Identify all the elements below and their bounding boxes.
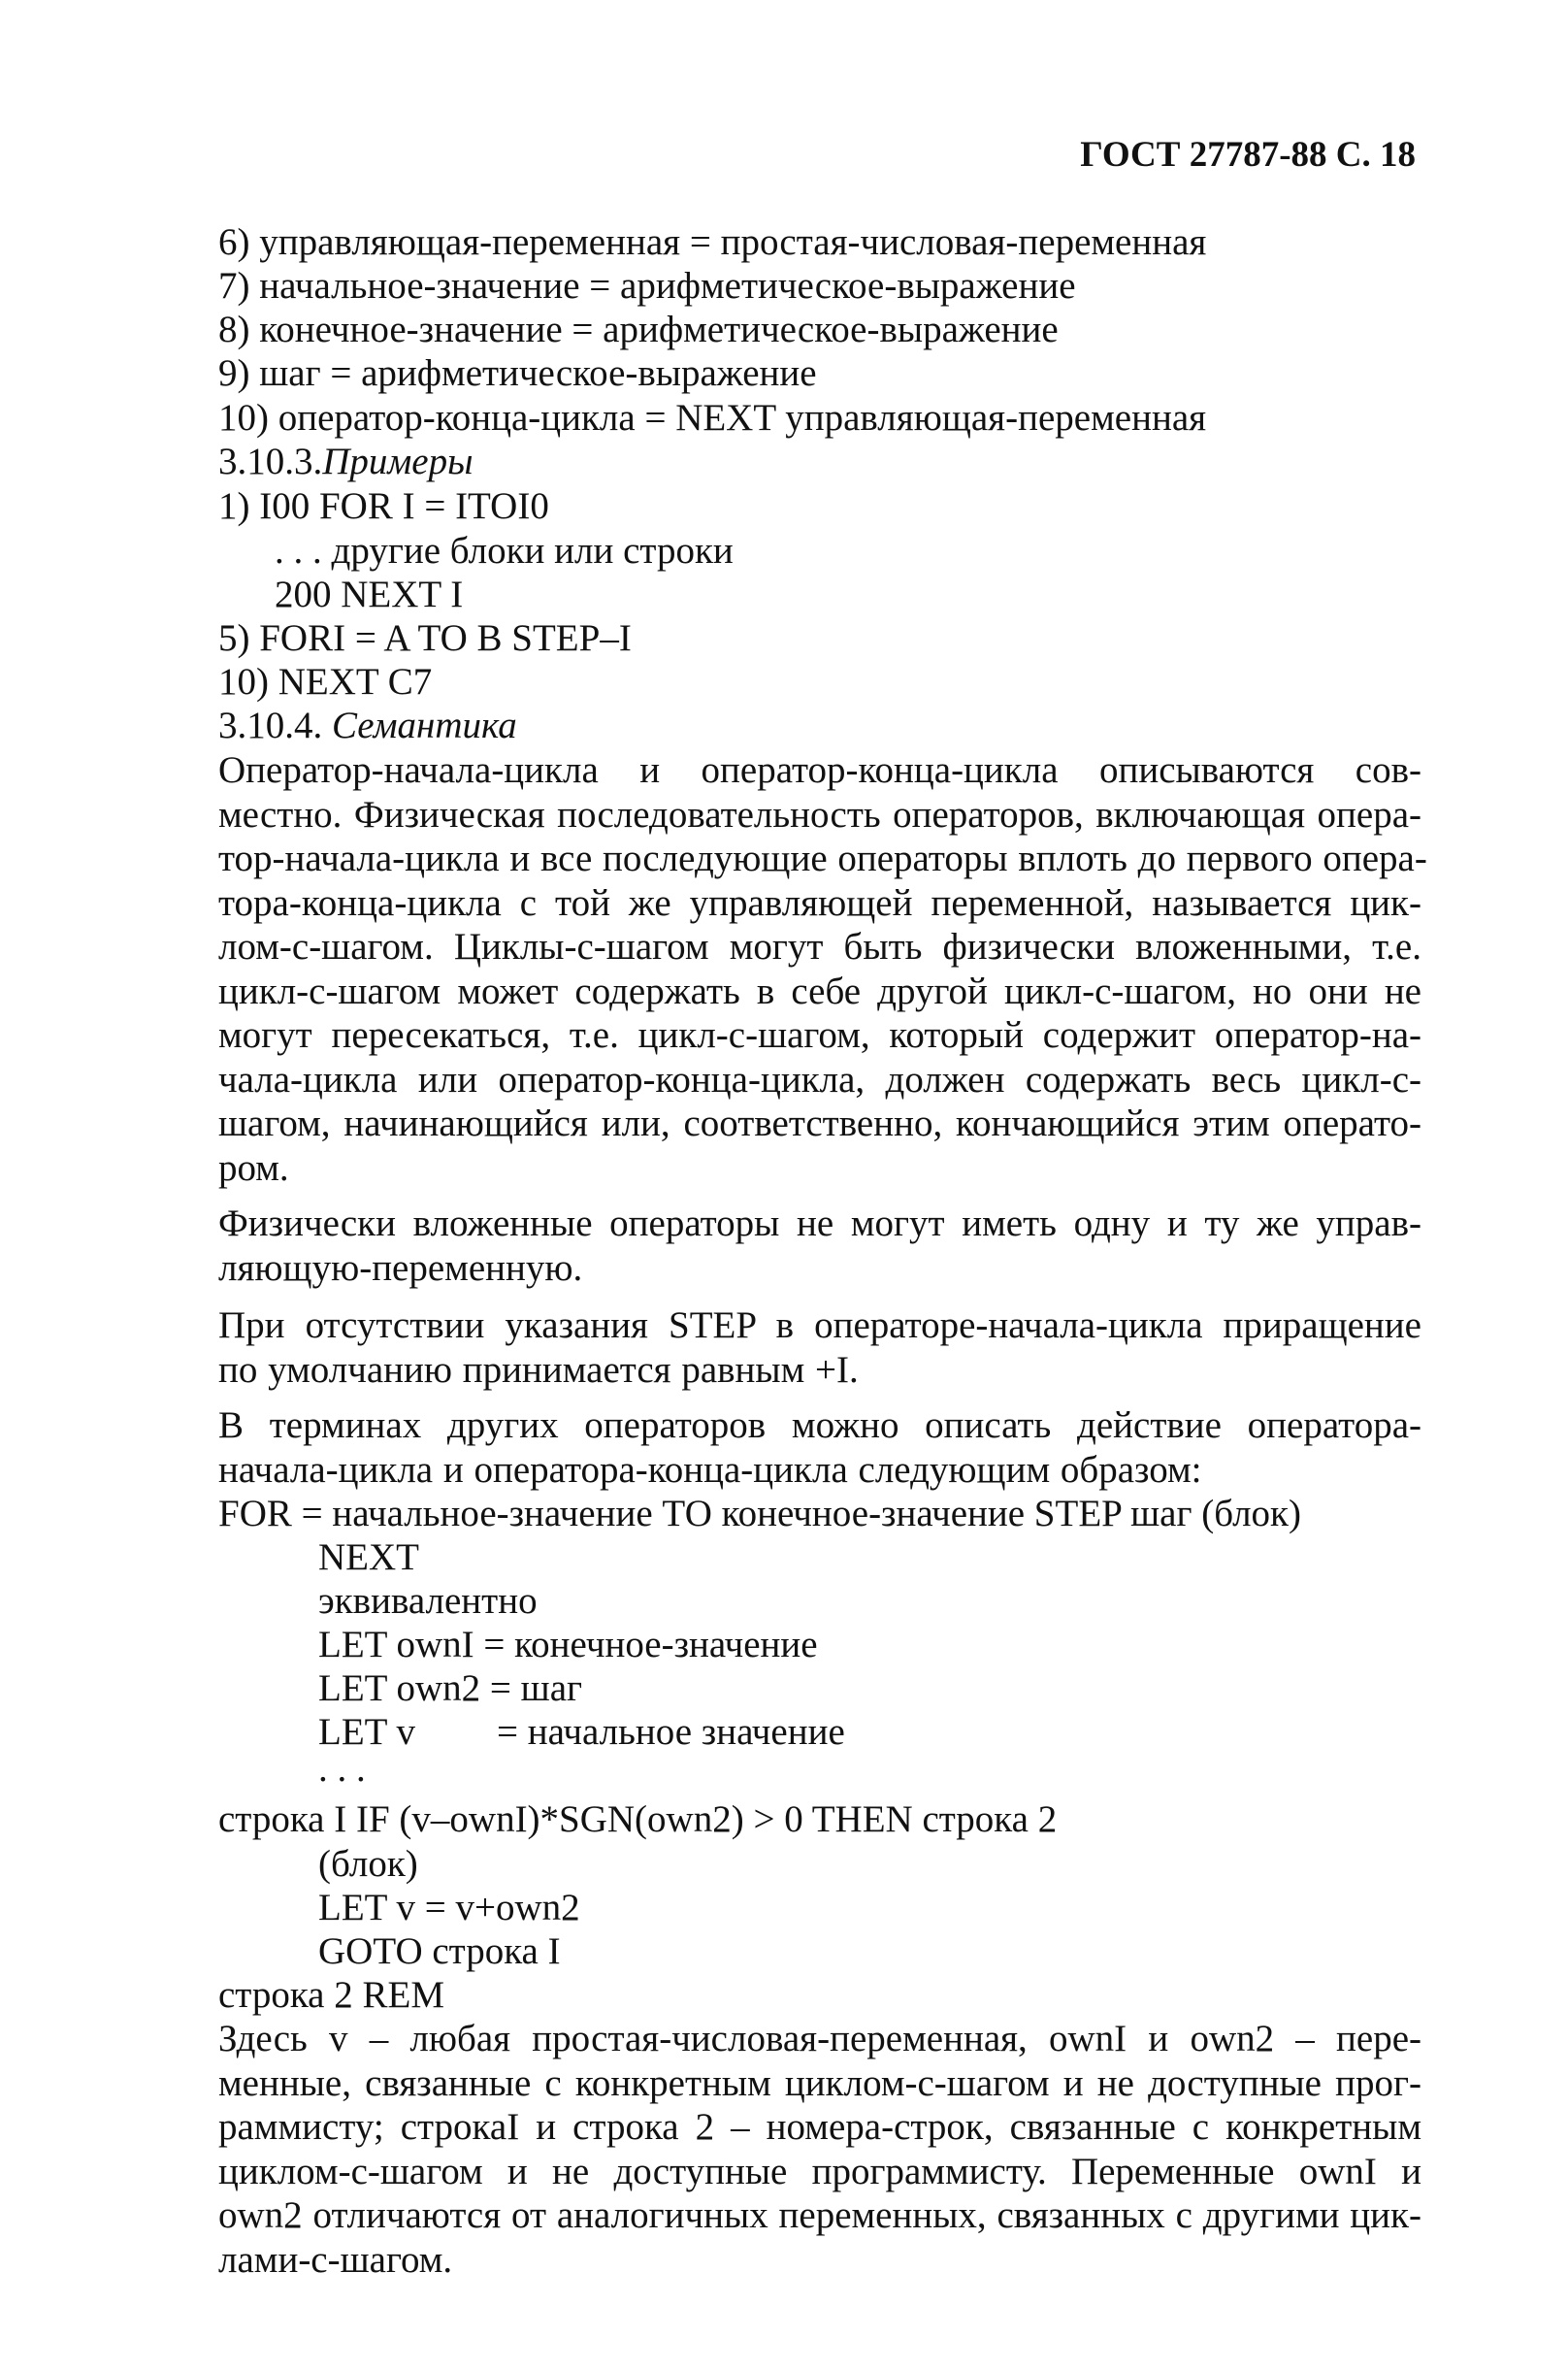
syntax-rule-6: 6) управляющая-переменная = простая-числовая-переменная — [218, 221, 1207, 263]
example-10: 10) NEXT C7 — [218, 661, 433, 703]
paragraph-3-line: При отсутствии указания STEP в операторе-начала-цикла приращение — [218, 1304, 1421, 1346]
paragraph-1-line: ром. — [218, 1146, 289, 1189]
paragraph-1-line: тора-конца-цикла с той же управляющей переменной, называется цик- — [218, 881, 1421, 924]
paragraph-1-line: лом-с-шагом. Циклы-с-шагом могут быть физически вложенными, т.е. — [218, 926, 1421, 968]
paragraph-2-line: Физически вложенные операторы не могут иметь одну и ту же управ- — [218, 1202, 1421, 1244]
paragraph-5-line: own2 отличаются от аналогичных переменных, связанных с другими цик- — [218, 2194, 1421, 2236]
code-block: (блок) — [318, 1843, 418, 1885]
paragraph-2-line: ляющую-переменную. — [218, 1246, 583, 1289]
code-let-1: LET ownI = конечное-значение — [318, 1624, 818, 1665]
code-dots: . . . — [318, 1748, 366, 1790]
examples-heading-number: 3.10.3. — [218, 441, 323, 482]
page-header: ГОСТ 27787-88 С. 18 — [1080, 135, 1416, 175]
semantics-heading-title: Семантика — [332, 705, 517, 746]
semantics-heading-number: 3.10.4. — [218, 705, 323, 746]
paragraph-1-line: тор-начала-цикла и все последующие операторы вплоть до первого опера- — [218, 838, 1427, 879]
syntax-rule-10: 10) оператор-конца-цикла = NEXT управляющая-переменная — [218, 397, 1207, 439]
examples-heading-title: Примеры — [322, 441, 474, 482]
syntax-rule-9: 9) шаг = арифметическое-выражение — [218, 352, 817, 394]
paragraph-1-line: могут пересекаться, т.е. цикл-с-шагом, который содержит оператор-на- — [218, 1014, 1421, 1056]
paragraph-5-line: Здесь v – любая простая-числовая-переменная, ownI и own2 – пере- — [218, 2018, 1421, 2059]
paragraph-5-line: циклом-с-шагом и не доступные программисту. Переменные ownI и — [218, 2150, 1421, 2192]
paragraph-4 — [218, 1403, 1421, 1492]
paragraph-5-line: раммисту; строкаI и строка 2 – номера-строк, связанные с конкретным — [218, 2106, 1421, 2148]
paragraph-1-line: чала-цикла или оператор-конца-цикла, должен содержать весь цикл-с- — [218, 1058, 1421, 1101]
paragraph-5 — [218, 2017, 1421, 2282]
paragraph-4-line: начала-цикла и оператора-конца-цикла следующим образом: — [218, 1448, 1202, 1491]
example-1: 1) I00 FOR I = ITOI0 — [218, 485, 549, 527]
examples-heading — [218, 440, 474, 483]
syntax-rule-8: 8) конечное-значение = арифметическое-выражение — [218, 309, 1059, 350]
paragraph-4-line: В терминах других операторов можно описать действие оператора- — [218, 1404, 1421, 1446]
paragraph-2 — [218, 1202, 1421, 1290]
example-5: 5) FORI = A TO B STEP–I — [218, 617, 632, 659]
paragraph-1-line: цикл-с-шагом может содержать в себе другой цикл-с-шагом, но они не — [218, 970, 1421, 1012]
paragraph-5-line: менные, связанные с конкретным циклом-с-шагом и не доступные прог- — [218, 2061, 1421, 2104]
example-1-next: 200 NEXT I — [275, 574, 464, 615]
code-if-line: строка I IF (v–ownI)*SGN(own2) > 0 THEN строка 2 — [218, 1798, 1058, 1840]
semantics-heading — [218, 704, 517, 747]
paragraph-1-line: местно. Физическая последовательность операторов, включающая опера- — [218, 793, 1421, 836]
paragraph-5-line: лами-с-шагом. — [218, 2238, 453, 2281]
paragraph-3 — [218, 1303, 1421, 1392]
code-next: NEXT — [318, 1536, 419, 1578]
code-goto: GOTO строка I — [318, 1930, 561, 1972]
paragraph-3-line: по умолчанию принимается равным +I. — [218, 1348, 859, 1391]
code-let-3-left: LET v — [318, 1711, 416, 1753]
example-1-body: . . . другие блоки или строки — [275, 530, 734, 572]
code-let-2: LET own2 = шаг — [318, 1667, 583, 1709]
code-let-3-right: = начальное значение — [497, 1711, 845, 1753]
syntax-rule-7: 7) начальное-значение = арифметическое-выражение — [218, 265, 1076, 307]
code-for-line: FOR = начальное-значение ТО конечное-значение STEP шаг (блок) — [218, 1493, 1301, 1534]
code-let-4: LET v = v+own2 — [318, 1887, 580, 1928]
paragraph-1-line: шагом, начинающийся или, соответственно, кончающийся этим операто- — [218, 1103, 1421, 1144]
code-equivalent: эквивалентно — [318, 1580, 538, 1622]
paragraph-1 — [218, 748, 1427, 1190]
paragraph-1-line: Оператор-начала-цикла и оператор-конца-цикла описываются сов- — [218, 749, 1421, 791]
code-rem: строка 2 REM — [218, 1974, 445, 2016]
